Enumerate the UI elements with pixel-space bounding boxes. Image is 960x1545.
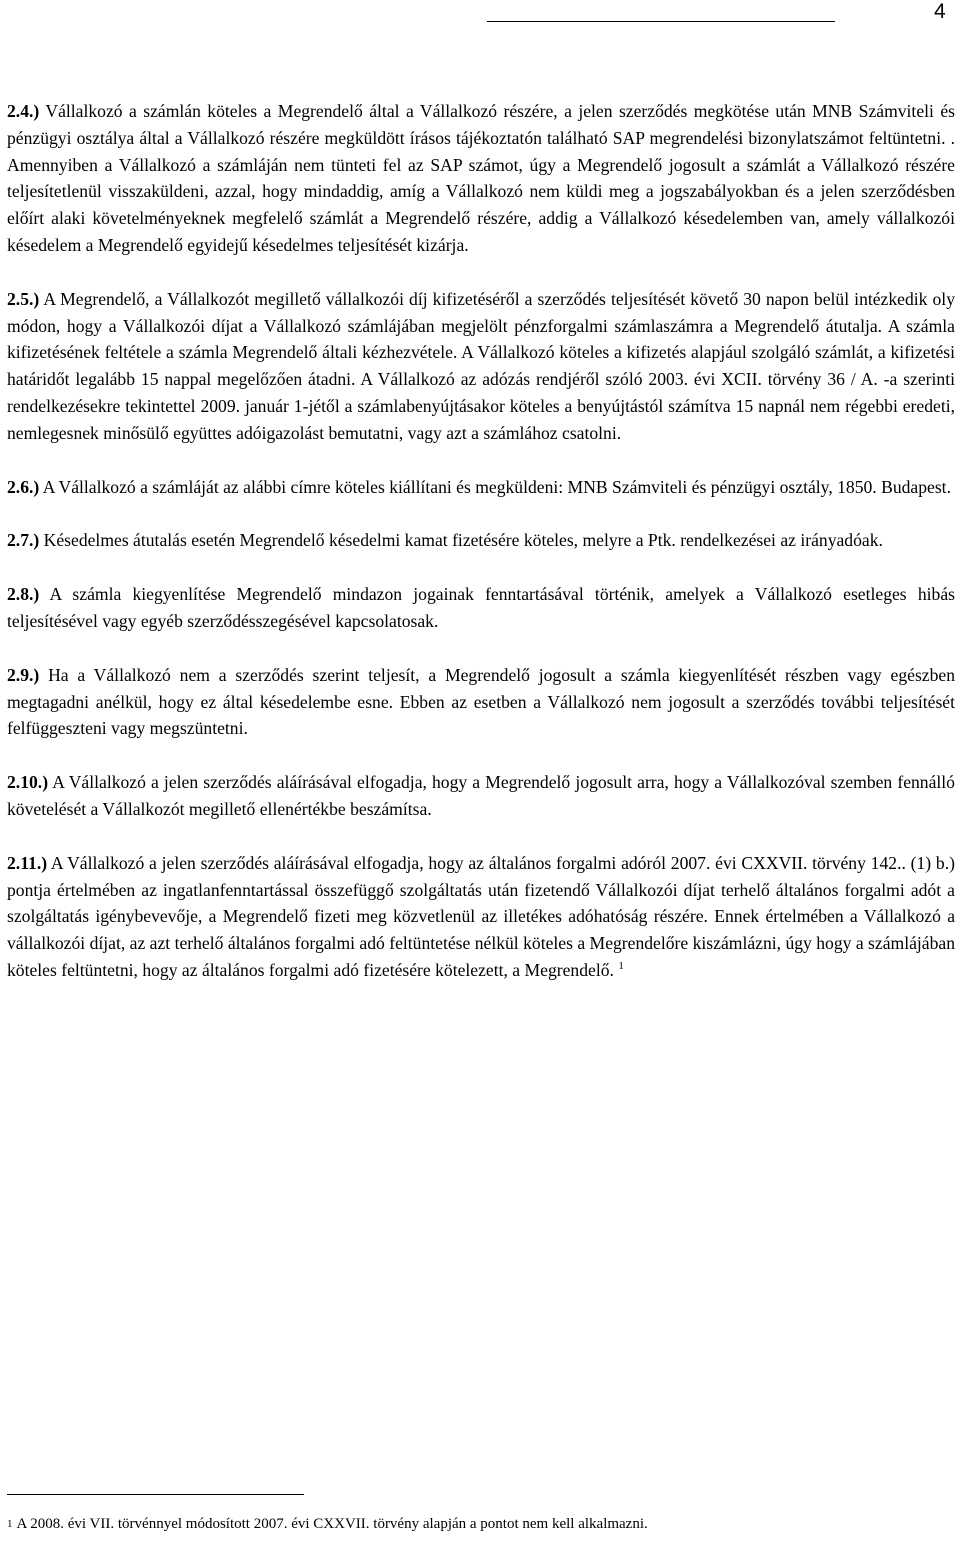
paragraph-number: 2.11.) — [7, 852, 48, 873]
paragraph-2-4 — [7, 98, 955, 259]
footnote-text: A 2008. évi VII. törvénnyel módosított 2007. évi CXXVII. törvény alapján a pontot nem kell alkalmazni. — [16, 1516, 648, 1532]
paragraph-text: A Vállalkozó a számláját az alábbi címre köteles kiállítani és megküldeni: MNB Számviteli és pénzügyi osztály, 1850. Budapest. — [42, 476, 951, 497]
paragraph-2-10 — [7, 769, 955, 823]
footnote — [7, 1514, 648, 1535]
paragraph-number: 2.6.) — [7, 476, 40, 497]
footnote-mark: 1 — [7, 1518, 13, 1530]
header-rule — [487, 21, 835, 22]
footnote-separator — [7, 1494, 304, 1495]
paragraph-2-11 — [7, 850, 955, 984]
page-number: 4 — [934, 0, 946, 23]
paragraph-text: Vállalkozó a számlán köteles a Megrendelő által a Vállalkozó részére, a jelen szerződés megkötése után MNB Számviteli és pénzügyi osztálya által a Vállalkozó részére megküldött írásos tájékoztatón található SAP megrendelési bizonylatszámot feltüntetni. . Amennyiben a Vállalkozó a számláján nem tünteti fel az SAP számot, úgy a Megrendelő jogosult a számlát a Vállalkozó részére teljesítetlenül visszaküldeni, azzal, hogy mindaddig, amíg a Vállalkozó nem küldi meg a jogszabályokban és a jelen szerződésben előírt alaki követelményeknek megfelelő számlát a Megrendelő részére, addig a Vállalkozó késedelemben van, amely vállalkozói késedelem a Megrendelő egyidejű késedelmes teljesítését kizárja. — [7, 101, 955, 255]
paragraph-2-5 — [7, 286, 955, 447]
paragraph-2-9 — [7, 662, 955, 742]
paragraph-2-8 — [7, 581, 955, 635]
paragraph-number: 2.7.) — [7, 530, 40, 551]
paragraph-text: Ha a Vállalkozó nem a szerződés szerint teljesít, a Megrendelő jogosult a számla kiegyenlítését részben vagy egészben megtagadni anélkül, hogy ez által késedelembe esne. Ebben az esetben a Vállalkozó nem jogosult a szerződés további teljesítését felfüggeszteni vagy megszüntetni. — [7, 664, 956, 739]
paragraph-number: 2.5.) — [7, 288, 40, 309]
paragraph-text: A Megrendelő, a Vállalkozót megillető vállalkozói díj kifizetéséről a szerződés teljesítését követő 30 napon belül intézkedik oly módon, hogy a Vállalkozói díjat a Vállalkozó számlájában megjelölt pénzforgalmi számlaszámra a Megrendelő átutalja. A számla kifizetésének feltétele a számla Megrendelő általi kézhezvétele. A Vállalkozó köteles a kifizetés alapjául szolgáló számlát, a kifizetési határidőt legalább 15 nappal megelőzően átadni. A Vállalkozó az adózás rendjéről szóló 2003. évi XCII. törvény 36 / A. -a szerinti rendelkezésekre tekintettel 2009. január 1-jétől a számlabenyújtásakor köteles a benyújtástól számítva 15 napnál nem régebbi eredeti, nemlegesnek minősülő együttes adóigazolást bemutatni, vagy azt a számlához csatolni. — [7, 288, 955, 443]
paragraph-number: 2.10.) — [7, 772, 49, 793]
paragraph-text: A számla kiegyenlítése Megrendelő mindazon jogainak fenntartásával történik, amelyek a Vállalkozó esetleges hibás teljesítésével vagy egyéb szerződésszegésével kapcsolatosak. — [7, 584, 955, 631]
paragraph-2-6 — [7, 474, 955, 501]
footnote-reference[interactable]: 1 — [618, 960, 624, 973]
paragraph-text: A Vállalkozó a jelen szerződés aláírásával elfogadja, hogy a Megrendelő jogosult arra, hogy a Vállalkozóval szemben fennálló követelését a Vállalkozót megillető ellenértékbe beszámítsa. — [7, 772, 955, 819]
body-text — [7, 98, 955, 984]
paragraph-2-7 — [7, 527, 955, 554]
paragraph-text: A Vállalkozó a jelen szerződés aláírásával elfogadja, hogy az általános forgalmi adóról 2007. évi CXXVII. törvény 142.. (1) b.) pontja értelmében az ingatlanfenntartással összefüggő szolgáltatás után fizetendő Vállalkozói díjat terhelő általános forgalmi adót a szolgáltatás igénybevevője, a Megrendelő fizeti meg közvetlenül az illetékes adóhatóság részére. Ennek értelmében a Vállalkozó a vállalkozói díjat, az azt terhelő általános forgalmi adó feltüntetése nélkül köteles a Megrendelőre kiszámlázni, úgy hogy a számlájában köteles feltüntetni, hogy az általános forgalmi adó fizetésére kötelezett, a Megrendelő. — [7, 852, 955, 980]
paragraph-text: Késedelmes átutalás esetén Megrendelő késedelmi kamat fizetésére köteles, melyre a Ptk. rendelkezései az irányadóak. — [43, 530, 883, 551]
paragraph-number: 2.8.) — [7, 584, 40, 605]
paragraph-number: 2.9.) — [7, 664, 40, 685]
paragraph-number: 2.4.) — [7, 101, 40, 121]
